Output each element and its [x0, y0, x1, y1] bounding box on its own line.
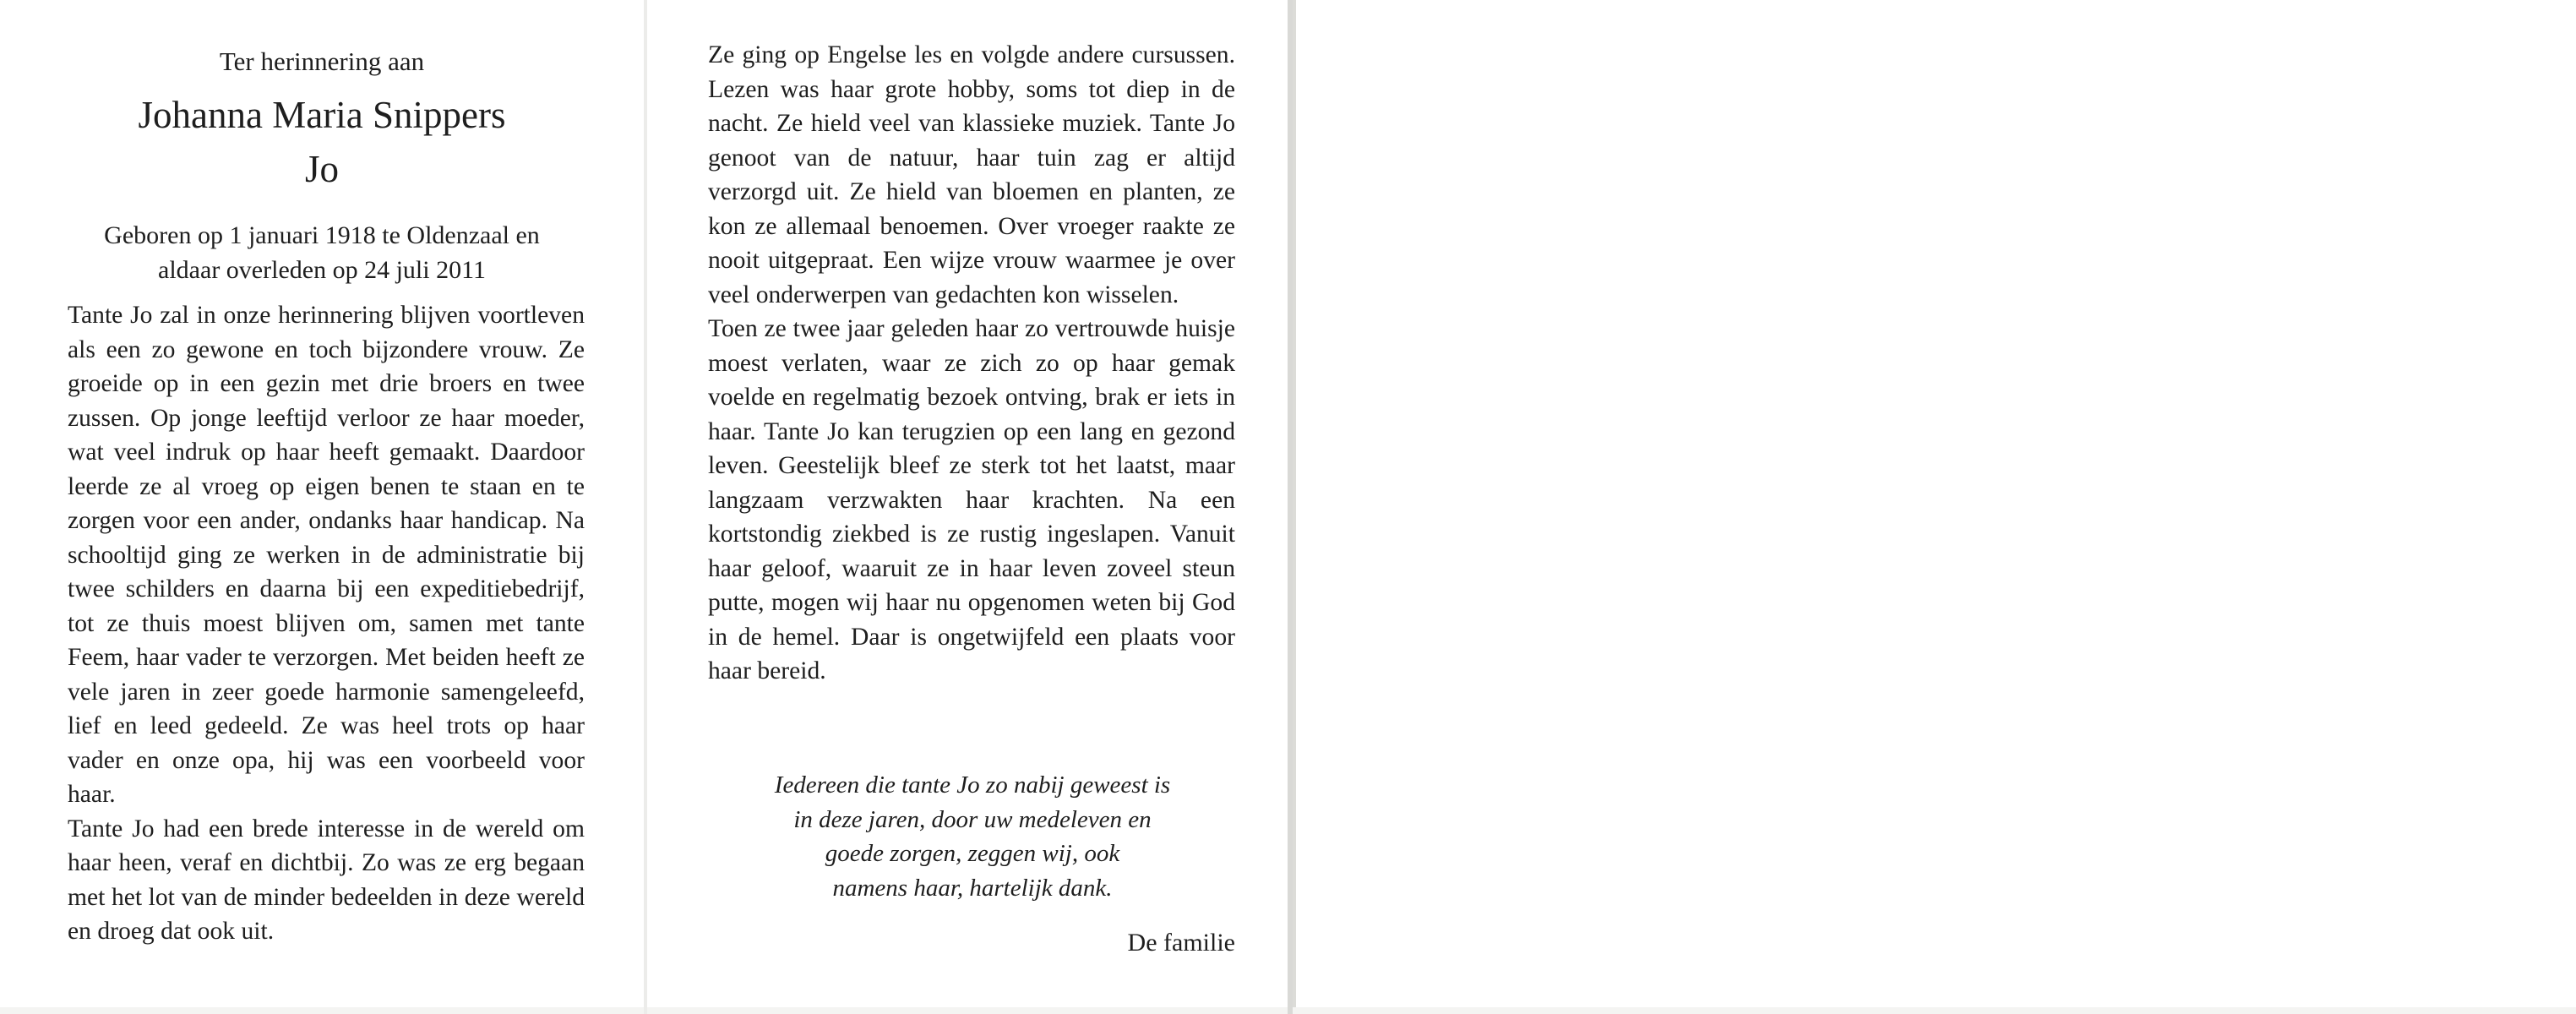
biography-paragraph: Toen ze twee jaar geleden haar zo vertrouwde huisje moest verlaten, waar ze zich zo op haar gemak voelde en regelmatig bezoek ontving, brak er iets in haar. Tante Jo kan terugzien op een lang en gezond leven. Geestelijk bleef ze sterk tot het laatst, maar langzaam verzwakten haar krachten. Na een kortstondig ziekbed is ze rustig ingeslapen. Vanuit haar geloof, waaruit ze in haar leven zoveel steun putte, mogen wij haar nu opgenomen weten bij God in de hemel. Daar is ongetwijfeld een plaats voor haar bereid. — [708, 315, 1235, 684]
thanks-line: in deze jaren, door uw medeleven en — [793, 805, 1152, 833]
signature — [681, 929, 1235, 957]
biography-left — [68, 298, 585, 949]
thanks-message — [681, 768, 1264, 905]
biography-paragraph: Ze ging op Engelse les en volgde andere cursussen. Lezen was haar grote hobby, soms tot diep in de nacht. Ze hield veel van klassieke muziek. Tante Jo genoot van de natuur, haar tuin zag er altijd verzorgd uit. Ze hield van bloemen en planten, ze kon ze allemaal benoemen. Over vroeger raakte ze nooit uitgepraat. Een wijze vrouw waarmee je over veel onderwerpen van gedachten kon wisselen. — [708, 41, 1235, 308]
thanks-line: namens haar, hartelijk dank. — [832, 874, 1113, 902]
deceased-name: Johanna Maria Snippers — [138, 94, 506, 136]
card-header — [0, 46, 644, 197]
card-panel-cover — [1293, 0, 2576, 1007]
biography-paragraph: Tante Jo had een brede interesse in de wereld om haar heen, veraf en dichtbij. Zo was ze erg begaan met het lot van de minder bedeelden in deze wereld en droeg dat ook uit. — [68, 815, 585, 945]
signature-text: De familie — [1127, 929, 1235, 957]
thanks-line: Iedereen die tante Jo zo nabij geweest is — [774, 771, 1171, 799]
intro-text: Ter herinnering aan — [219, 46, 425, 76]
card-panel-left — [0, 0, 644, 1007]
biography-right — [708, 38, 1235, 689]
card-panel-middle — [647, 0, 1288, 1007]
birth-line-1: Geboren op 1 januari 1918 te Oldenzaal en — [104, 221, 540, 249]
thanks-line: goede zorgen, zeggen wij, ook — [825, 840, 1120, 867]
biography-paragraph: Tante Jo zal in onze herinnering blijven voortleven als een zo gewone en toch bijzondere vrouw. Ze groeide op in een gezin met drie broers en twee zussen. Op jonge leeftijd verloor ze haar moeder, wat veel indruk op haar heeft gemaakt. Daardoor leerde ze al vroeg op eigen benen te staan en te zorgen voor een ander, ondanks haar handicap. Na schooltijd ging ze werken in de administratie bij twee schilders en daarna bij een expeditiebedrijf, tot ze thuis moest blijven om, samen met tante Feem, haar vader te verzorgen. Met beiden heeft ze vele jaren in zeer goede harmonie samengeleefd, lief en leed gedeeld. Ze was heel trots op haar vader en onze opa, hij was een voorbeeld voor haar. — [68, 302, 585, 808]
birth-line-2: aldaar overleden op 24 juli 2011 — [158, 256, 486, 284]
deceased-nickname: Jo — [304, 147, 339, 190]
birth-death-info — [42, 218, 602, 287]
